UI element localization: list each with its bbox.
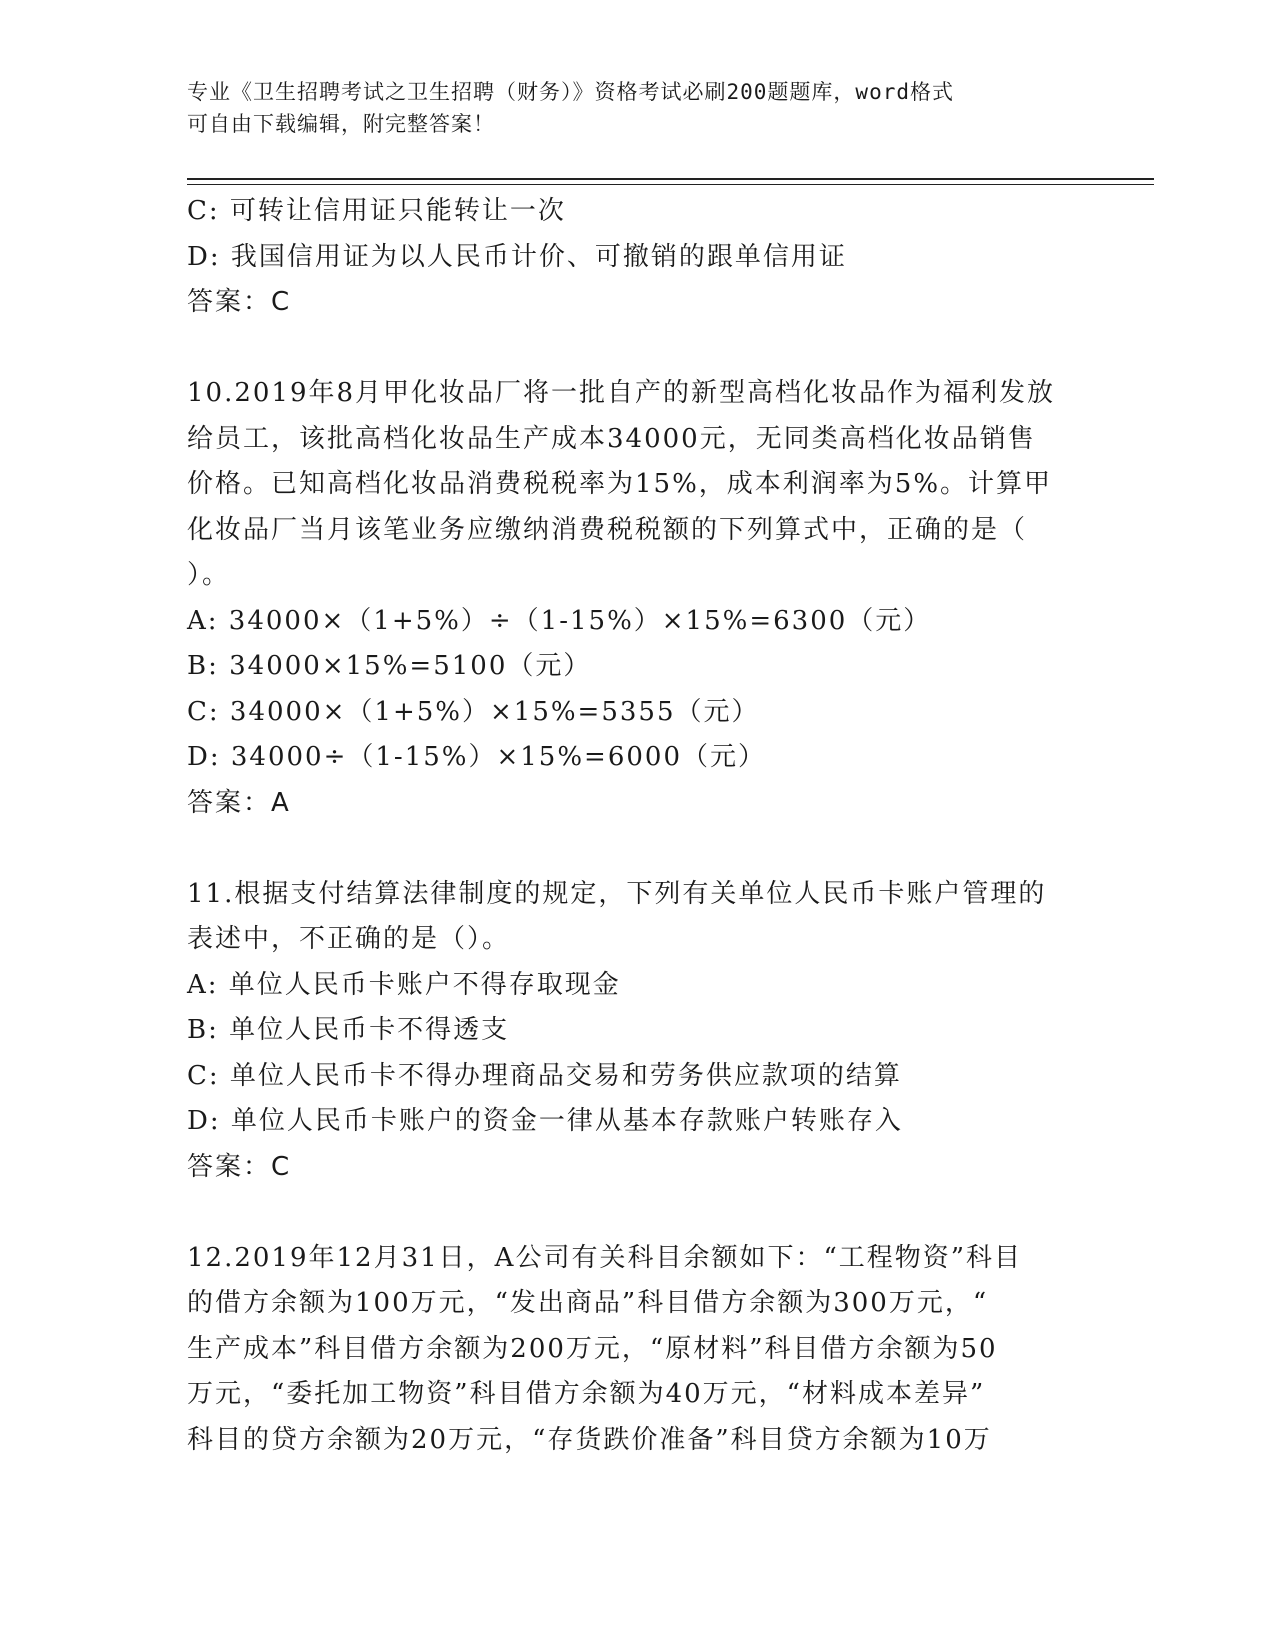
spacer [187, 326, 1087, 372]
option-b: B: 34000×15%=5100（元） [187, 651, 592, 681]
option-c: C: 可转让信用证只能转让一次 [187, 196, 566, 226]
question-10 [187, 371, 1087, 826]
question-text-line: 科目的贷方余额为20万元，“存货跌价准备”科目贷方余额为10万 [187, 1424, 992, 1455]
option-b: B: 单位人民币卡不得透支 [187, 1015, 510, 1045]
header-line-1: 专业《卫生招聘考试之卫生招聘（财务）》资格考试必刷200题题库，word格式 [187, 80, 954, 104]
question-text-line: 表述中，不正确的是（）。 [187, 924, 511, 954]
question-text-line: 万元，“委托加工物资”科目借方余额为40万元，“材料成本差异” [187, 1379, 986, 1409]
question-text-line: 给员工，该批高档化妆品生产成本34000元，无同类高档化妆品销售 [187, 423, 1036, 454]
option-a: A: 34000×（1+5%）÷（1-15%）×15%=6300（元） [187, 605, 932, 636]
option-c: C: 单位人民币卡不得办理商品交易和劳务供应款项的结算 [187, 1060, 902, 1091]
question-12 [187, 1236, 1087, 1464]
spacer [187, 826, 1087, 872]
question-text-line: 价格。已知高档化妆品消费税税率为15%，成本利润率为5%。计算甲 [187, 469, 1053, 499]
page-header [187, 76, 1087, 140]
option-d: D: 34000÷（1-15%）×15%=6000（元） [187, 742, 767, 772]
header-divider-thin [187, 184, 1154, 185]
question-text-line: 化妆品厂当月该笔业务应缴纳消费税税额的下列算式中，正确的是（ [187, 514, 1028, 545]
question-text-line: 10.2019年8月甲化妆品厂将一批自产的新型高档化妆品作为福利发放 [187, 378, 1056, 408]
question-text-line: 11.根据支付结算法律制度的规定，下列有关单位人民币卡账户管理的 [187, 878, 1047, 909]
option-d: D: 单位人民币卡账户的资金一律从基本存款账户转账存入 [187, 1106, 903, 1136]
document-body [187, 189, 1087, 1463]
header-divider-thick [187, 178, 1154, 180]
question-text-line: 的借方余额为100万元，“发出商品”科目借方余额为300万元，“ [187, 1288, 989, 1318]
spacer [187, 1190, 1087, 1236]
question-text-line: 生产成本”科目借方余额为200万元，“原材料”科目借方余额为50 [187, 1333, 998, 1364]
answer-line: 答案：C [187, 1151, 292, 1182]
option-c: C: 34000×（1+5%）×15%=5355（元） [187, 696, 760, 727]
answer-line: 答案：C [187, 287, 292, 317]
option-a: A: 单位人民币卡账户不得存取现金 [187, 969, 621, 1000]
header-line-2: 可自由下载编辑，附完整答案！ [187, 112, 495, 136]
option-d: D: 我国信用证为以人民币计价、可撤销的跟单信用证 [187, 241, 847, 272]
prev-question-block [187, 189, 1087, 326]
answer-line: 答案：A [187, 787, 291, 818]
question-text-line: 12.2019年12月31日，A公司有关科目余额如下：“工程物资”科目 [187, 1242, 1023, 1273]
question-11 [187, 872, 1087, 1191]
question-text-line: ）。 [187, 560, 231, 590]
